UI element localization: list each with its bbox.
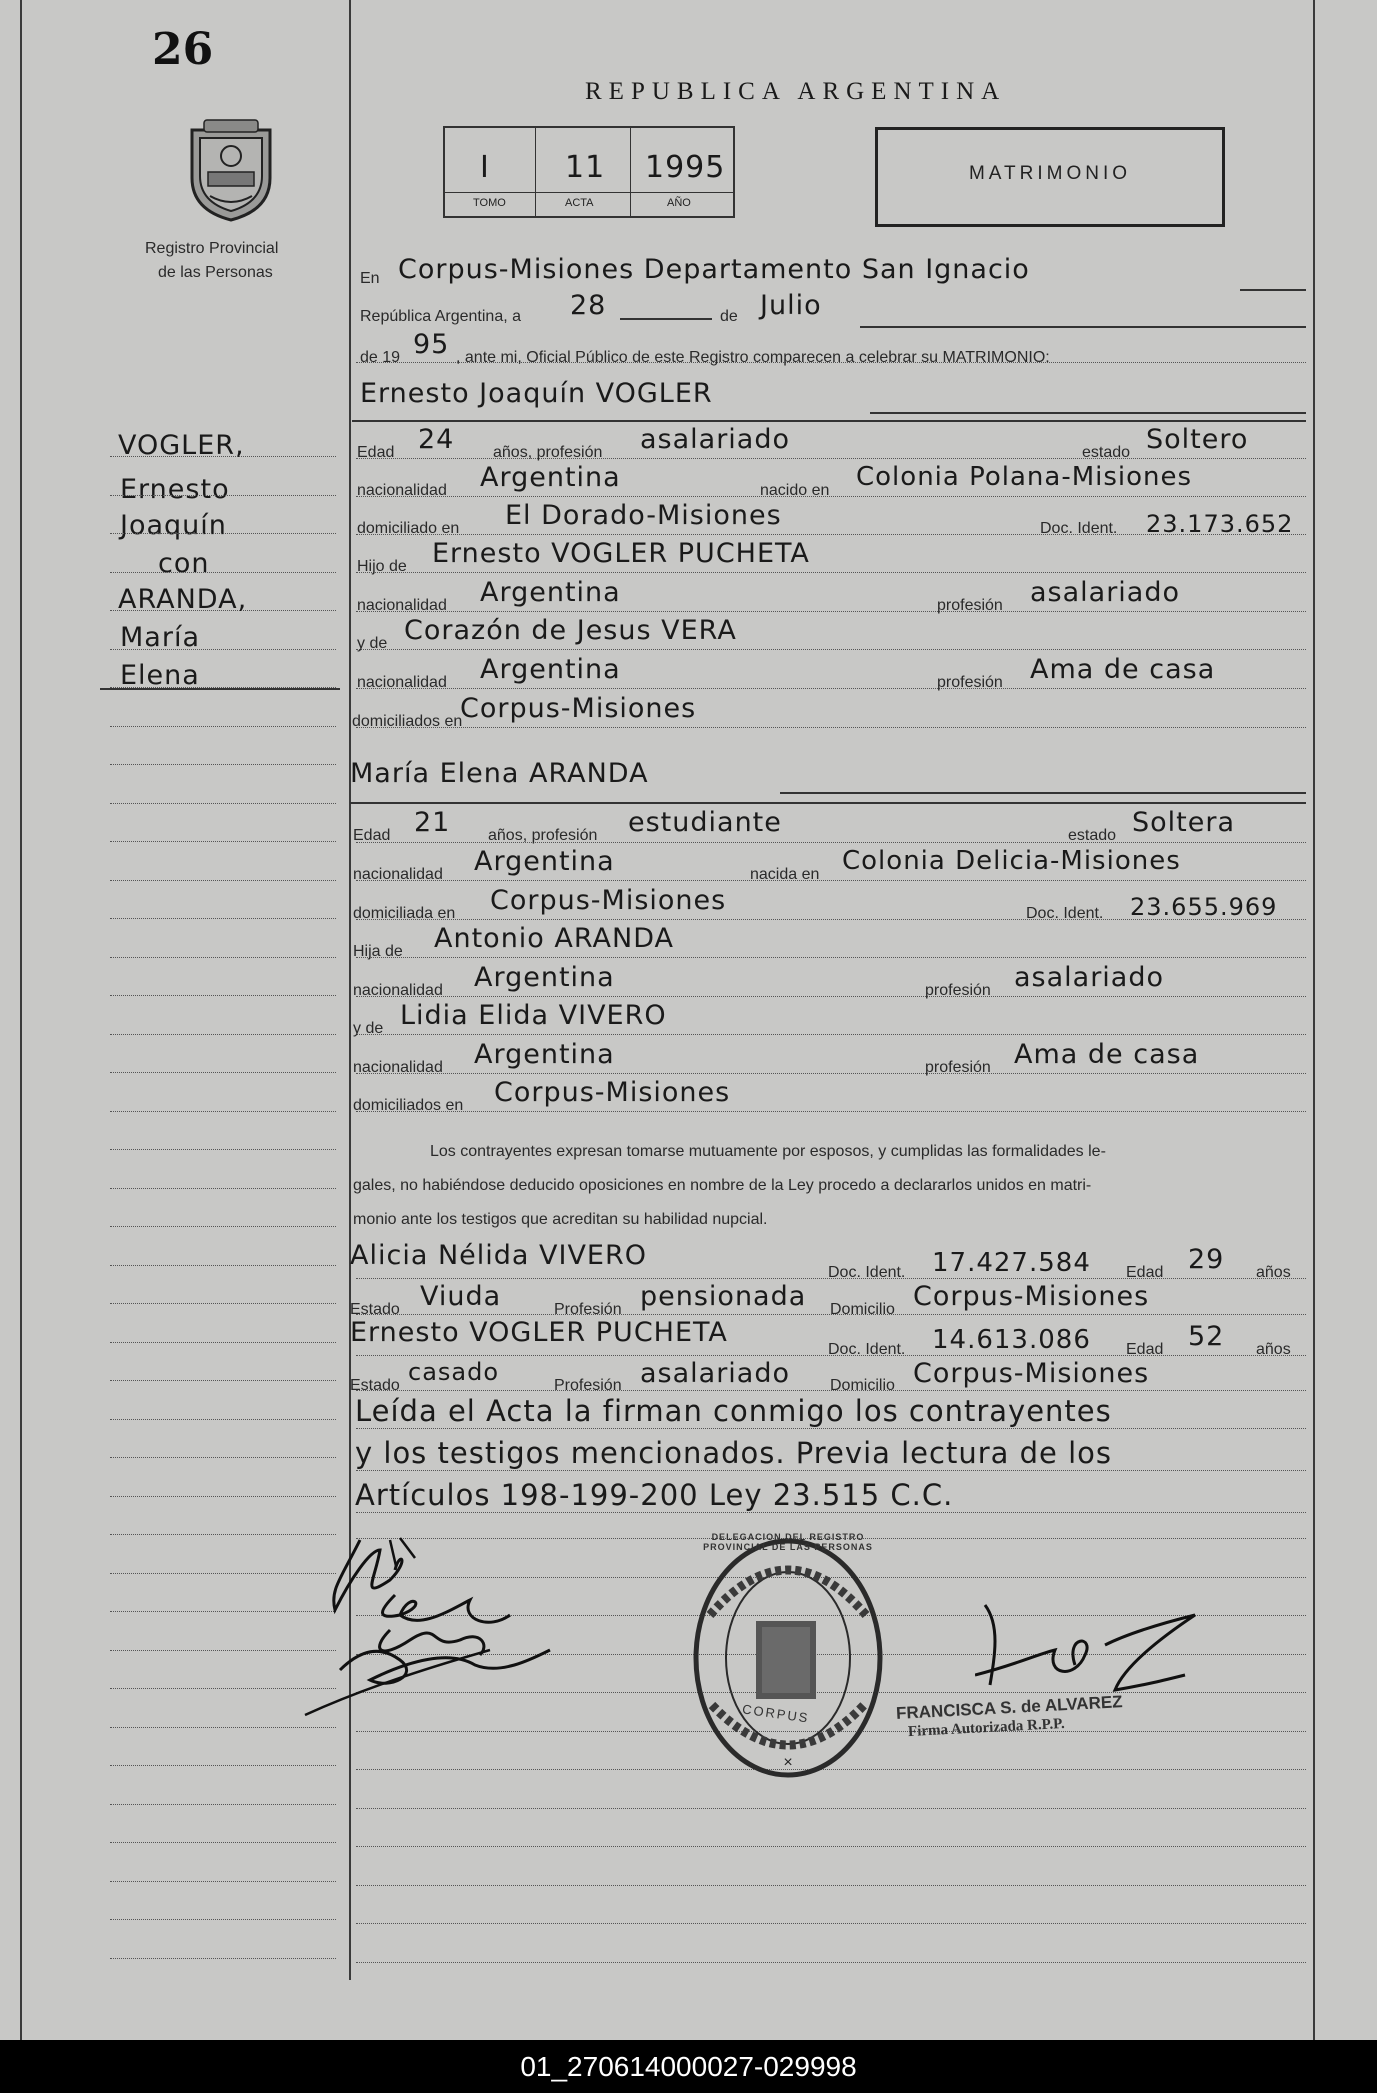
left-rule-line — [110, 1919, 336, 1920]
bride-name: María Elena ARANDA — [350, 758, 649, 789]
right-border-line — [1313, 0, 1315, 2040]
estado-label: estado — [1082, 444, 1131, 461]
ante-text: , ante mi, Oficial Público de este Registro comparecen a celebrar su MATRIMONIO: — [456, 349, 1050, 366]
left-rule-line — [110, 1072, 336, 1073]
left-rule-line — [110, 1111, 336, 1112]
left-rule-line — [110, 533, 336, 534]
left-rule-line — [110, 764, 336, 765]
registry-label-line-2: de las Personas — [158, 264, 273, 281]
groom-name: Ernesto Joaquín VOGLER — [360, 378, 713, 409]
domiciliado-label: domiciliado en — [357, 520, 460, 537]
witness1-age: 29 — [1188, 1244, 1225, 1275]
form-rule-line — [356, 1428, 1306, 1429]
en-label: En — [360, 270, 380, 287]
right-rule-line — [356, 1885, 1306, 1886]
anos-profesion-label: años, profesión — [488, 827, 598, 844]
doc-label: Doc. Ident. — [828, 1264, 906, 1281]
left-rule-line — [110, 1303, 336, 1304]
de-label: de — [720, 308, 738, 325]
day-value: 28 — [570, 290, 607, 321]
left-rule-line — [110, 1034, 336, 1035]
domiciliados-label: domiciliados en — [352, 713, 463, 730]
profesion-label: Profesión — [554, 1377, 622, 1394]
form-rule-line — [356, 1073, 1306, 1074]
page-number: 26 — [152, 24, 214, 75]
witness1-doc: 17.427.584 — [932, 1248, 1091, 1278]
document-type-label: MATRIMONIO — [968, 163, 1132, 184]
nacionalidad-label: nacionalidad — [357, 482, 447, 499]
declaration-line: monio ante los testigos que acreditan su habilidad nupcial. — [353, 1211, 768, 1228]
groom-father-nationality: Argentina — [480, 577, 621, 608]
right-rule-line — [356, 1808, 1306, 1809]
form-rule-line — [356, 572, 1306, 573]
margin-note-line: con — [158, 548, 210, 579]
tomo-label: TOMO — [473, 197, 506, 209]
place-value: Corpus-Misiones Departamento San Ignacio — [398, 254, 1030, 285]
box-divider — [535, 128, 536, 216]
profesion-label: Profesión — [554, 1301, 622, 1318]
left-rule-line — [110, 572, 336, 573]
acta-label: ACTA — [565, 197, 594, 209]
nacida-label: nacida en — [750, 866, 820, 883]
volume-box — [443, 126, 735, 218]
witness1-estado: Viuda — [420, 1281, 502, 1312]
groom-domicile: El Dorado-Misiones — [505, 500, 782, 531]
groom-profession: asalariado — [640, 424, 791, 455]
profesion-label: profesión — [925, 1059, 991, 1076]
month-value: Julio — [760, 290, 822, 321]
witness1-domicile: Corpus-Misiones — [913, 1281, 1150, 1312]
witness2-name: Ernesto VOGLER PUCHETA — [350, 1317, 728, 1348]
witness2-profession: asalariado — [640, 1358, 791, 1389]
form-rule-line — [356, 996, 1306, 997]
anos-label: años — [1256, 1341, 1291, 1358]
margin-note-line: Joaquín — [120, 510, 227, 541]
svg-text:×: × — [783, 1754, 793, 1771]
bride-nationality: Argentina — [474, 846, 615, 877]
stamp-ring-text: DELEGACION DEL REGISTRO PROVINCIAL DE LAS PERSONAS — [703, 1532, 873, 1552]
closing-line: Artículos 198-199-200 Ley 23.515 C.C. — [355, 1478, 954, 1512]
bride-father-nationality: Argentina — [474, 962, 615, 993]
left-rule-line — [110, 687, 336, 688]
profesion-label: profesión — [937, 597, 1003, 614]
left-rule-line — [110, 1419, 336, 1420]
witness2-age: 52 — [1188, 1321, 1225, 1352]
estado-label: estado — [1068, 827, 1117, 844]
left-rule-line — [110, 1958, 336, 1959]
left-rule-line — [110, 649, 336, 650]
profesion-label: profesión — [925, 982, 991, 999]
margin-note-line: Elena — [120, 660, 200, 691]
form-rule-line — [356, 1034, 1306, 1035]
margin-note-line: María — [120, 622, 200, 653]
left-rule-line — [110, 995, 336, 996]
official-signature — [975, 1595, 1205, 1705]
hijo-label: Hijo de — [357, 558, 407, 575]
nacionalidad-label: nacionalidad — [357, 597, 447, 614]
left-rule-line — [110, 1496, 336, 1497]
doc-label: Doc. Ident. — [1026, 905, 1104, 922]
nacionalidad-label: nacionalidad — [353, 1059, 443, 1076]
form-rule-line — [356, 611, 1306, 612]
bride-domicile: Corpus-Misiones — [490, 885, 727, 916]
margin-note-line: ARANDA, — [118, 584, 248, 615]
edad-label: Edad — [357, 444, 395, 461]
form-rule-line — [356, 727, 1306, 728]
domiciliada-label: domiciliada en — [353, 905, 456, 922]
form-rule-line — [356, 496, 1306, 497]
margin-note-underline — [100, 688, 340, 690]
nacido-label: nacido en — [760, 482, 830, 499]
republica-label: República Argentina, a — [360, 308, 521, 325]
groom-nationality: Argentina — [480, 462, 621, 493]
fill-line — [620, 318, 712, 320]
nacionalidad-label: nacionalidad — [357, 674, 447, 691]
declaration-line: gales, no habiéndose deducido oposiciones en nombre de la Ley procedo a declararlos unidos en matri- — [353, 1177, 1092, 1194]
bride-birthplace: Colonia Delicia-Misiones — [842, 846, 1181, 876]
fill-line — [870, 412, 1306, 414]
de19-label: de 19 — [360, 349, 401, 366]
witness1-profession: pensionada — [640, 1281, 807, 1312]
left-rule-line — [110, 803, 336, 804]
edad-label: Edad — [1126, 1264, 1164, 1281]
bride-age: 21 — [414, 807, 451, 838]
groom-birthplace: Colonia Polana-Misiones — [856, 462, 1193, 492]
anos-label: años — [1256, 1264, 1291, 1281]
groom-parents-domicile: Corpus-Misiones — [460, 693, 697, 724]
estado-label: Estado — [350, 1301, 400, 1318]
ano-label: AÑO — [667, 197, 691, 209]
left-margin-line — [20, 0, 22, 2040]
form-rule-line — [356, 688, 1306, 689]
yde-label: y de — [353, 1020, 384, 1037]
bride-mother: Lidia Elida VIVERO — [400, 1000, 667, 1031]
ano-value: 1995 — [645, 150, 726, 185]
groom-age: 24 — [418, 424, 455, 455]
left-rule-line — [110, 1188, 336, 1189]
box-divider — [630, 128, 631, 216]
bride-estado: Soltera — [1132, 807, 1236, 838]
left-rule-line — [110, 1380, 336, 1381]
acta-value: 11 — [565, 150, 606, 185]
edad-label: Edad — [1126, 1341, 1164, 1358]
form-rule-line — [356, 1111, 1306, 1112]
bride-mother-nationality: Argentina — [474, 1039, 615, 1070]
left-rule-line — [110, 880, 336, 881]
bride-doc: 23.655.969 — [1130, 893, 1278, 921]
left-rule-line — [110, 918, 336, 919]
left-rule-line — [110, 1457, 336, 1458]
bride-father: Antonio ARANDA — [434, 923, 674, 954]
doc-label: Doc. Ident. — [1040, 520, 1118, 537]
left-rule-line — [110, 1804, 336, 1805]
groom-father: Ernesto VOGLER PUCHETA — [432, 538, 810, 569]
document-type-box — [875, 127, 1225, 227]
edad-label: Edad — [353, 827, 391, 844]
section-rule — [350, 802, 1306, 804]
form-rule-line — [356, 1470, 1306, 1471]
section-rule — [352, 420, 1306, 422]
right-rule-line — [356, 1923, 1306, 1924]
form-rule-line — [356, 957, 1306, 958]
bride-father-profession: asalariado — [1014, 962, 1165, 993]
estado-label: Estado — [350, 1377, 400, 1394]
scan-footer: 01_270614000027-029998 — [0, 2040, 1377, 2093]
left-rule-line — [110, 1842, 336, 1843]
bride-parents-domicile: Corpus-Misiones — [494, 1077, 731, 1108]
domicilio-label: Domicilio — [830, 1377, 895, 1394]
left-rule-line — [110, 1226, 336, 1227]
left-rule-line — [110, 1265, 336, 1266]
closing-line: Leída el Acta la firman conmigo los contrayentes — [355, 1394, 1112, 1428]
groom-father-profession: asalariado — [1030, 577, 1181, 608]
groom-mother-nationality: Argentina — [480, 654, 621, 685]
left-rule-line — [110, 456, 336, 457]
witness2-domicile: Corpus-Misiones — [913, 1358, 1150, 1389]
bride-mother-profession: Ama de casa — [1014, 1039, 1200, 1070]
witness2-doc: 14.613.086 — [932, 1325, 1091, 1355]
document-title: REPUBLICA ARGENTINA — [585, 78, 1007, 105]
form-rule-line — [356, 1512, 1306, 1513]
left-rule-line — [110, 726, 336, 727]
left-rule-line — [110, 610, 336, 611]
left-rule-line — [110, 957, 336, 958]
left-rule-line — [110, 841, 336, 842]
provincial-emblem-icon — [182, 118, 280, 222]
form-rule-line — [356, 880, 1306, 881]
closing-line: y los testigos mencionados. Previa lectura de los — [355, 1436, 1112, 1470]
registry-label-line-1: Registro Provincial — [145, 240, 279, 257]
declaration-line: Los contrayentes expresan tomarse mutuamente por esposos, y cumplidas las formalidades le- — [430, 1143, 1106, 1160]
official-title: Firma Autorizada R.P.P. — [907, 1715, 1066, 1741]
margin-note-line: VOGLER, — [118, 430, 245, 461]
nacionalidad-label: nacionalidad — [353, 982, 443, 999]
left-rule-line — [110, 1149, 336, 1150]
form-rule-line — [356, 649, 1306, 650]
domicilio-label: Domicilio — [830, 1301, 895, 1318]
left-rule-line — [110, 1881, 336, 1882]
year-suffix: 95 — [413, 329, 450, 360]
bride-profession: estudiante — [628, 807, 782, 838]
margin-note-line: Ernesto — [120, 474, 230, 505]
groom-doc: 23.173.652 — [1146, 510, 1294, 538]
profesion-label: profesión — [937, 674, 1003, 691]
tomo-value: I — [480, 150, 490, 185]
anos-profesion-label: años, profesión — [493, 444, 603, 461]
box-label-rule — [445, 192, 733, 193]
fill-line — [780, 792, 1306, 794]
right-rule-line — [356, 1846, 1306, 1847]
nacionalidad-label: nacionalidad — [353, 866, 443, 883]
witness2-estado: casado — [408, 1358, 500, 1386]
witness1-name: Alicia Nélida VIVERO — [350, 1240, 648, 1271]
groom-mother: Corazón de Jesus VERA — [404, 615, 737, 646]
groom-mother-profession: Ama de casa — [1030, 654, 1216, 685]
yde-label: y de — [357, 635, 388, 652]
hija-label: Hija de — [353, 943, 403, 960]
domiciliados-label: domiciliados en — [353, 1097, 464, 1114]
official-name: FRANCISCA S. de ALVAREZ — [895, 1692, 1123, 1723]
doc-label: Doc. Ident. — [828, 1341, 906, 1358]
left-rule-line — [110, 495, 336, 496]
right-rule-line — [356, 1962, 1306, 1963]
stamp-center-text: CORPUS — [741, 1701, 811, 1726]
left-rule-line — [110, 1342, 336, 1343]
left-rule-line — [110, 1727, 336, 1728]
left-rule-line — [110, 1765, 336, 1766]
groom-estado: Soltero — [1146, 424, 1249, 455]
registry-stamp-icon — [690, 1535, 886, 1781]
fill-line — [1240, 289, 1306, 291]
contrayentes-signatures — [300, 1520, 580, 1720]
fill-line — [860, 326, 1306, 328]
